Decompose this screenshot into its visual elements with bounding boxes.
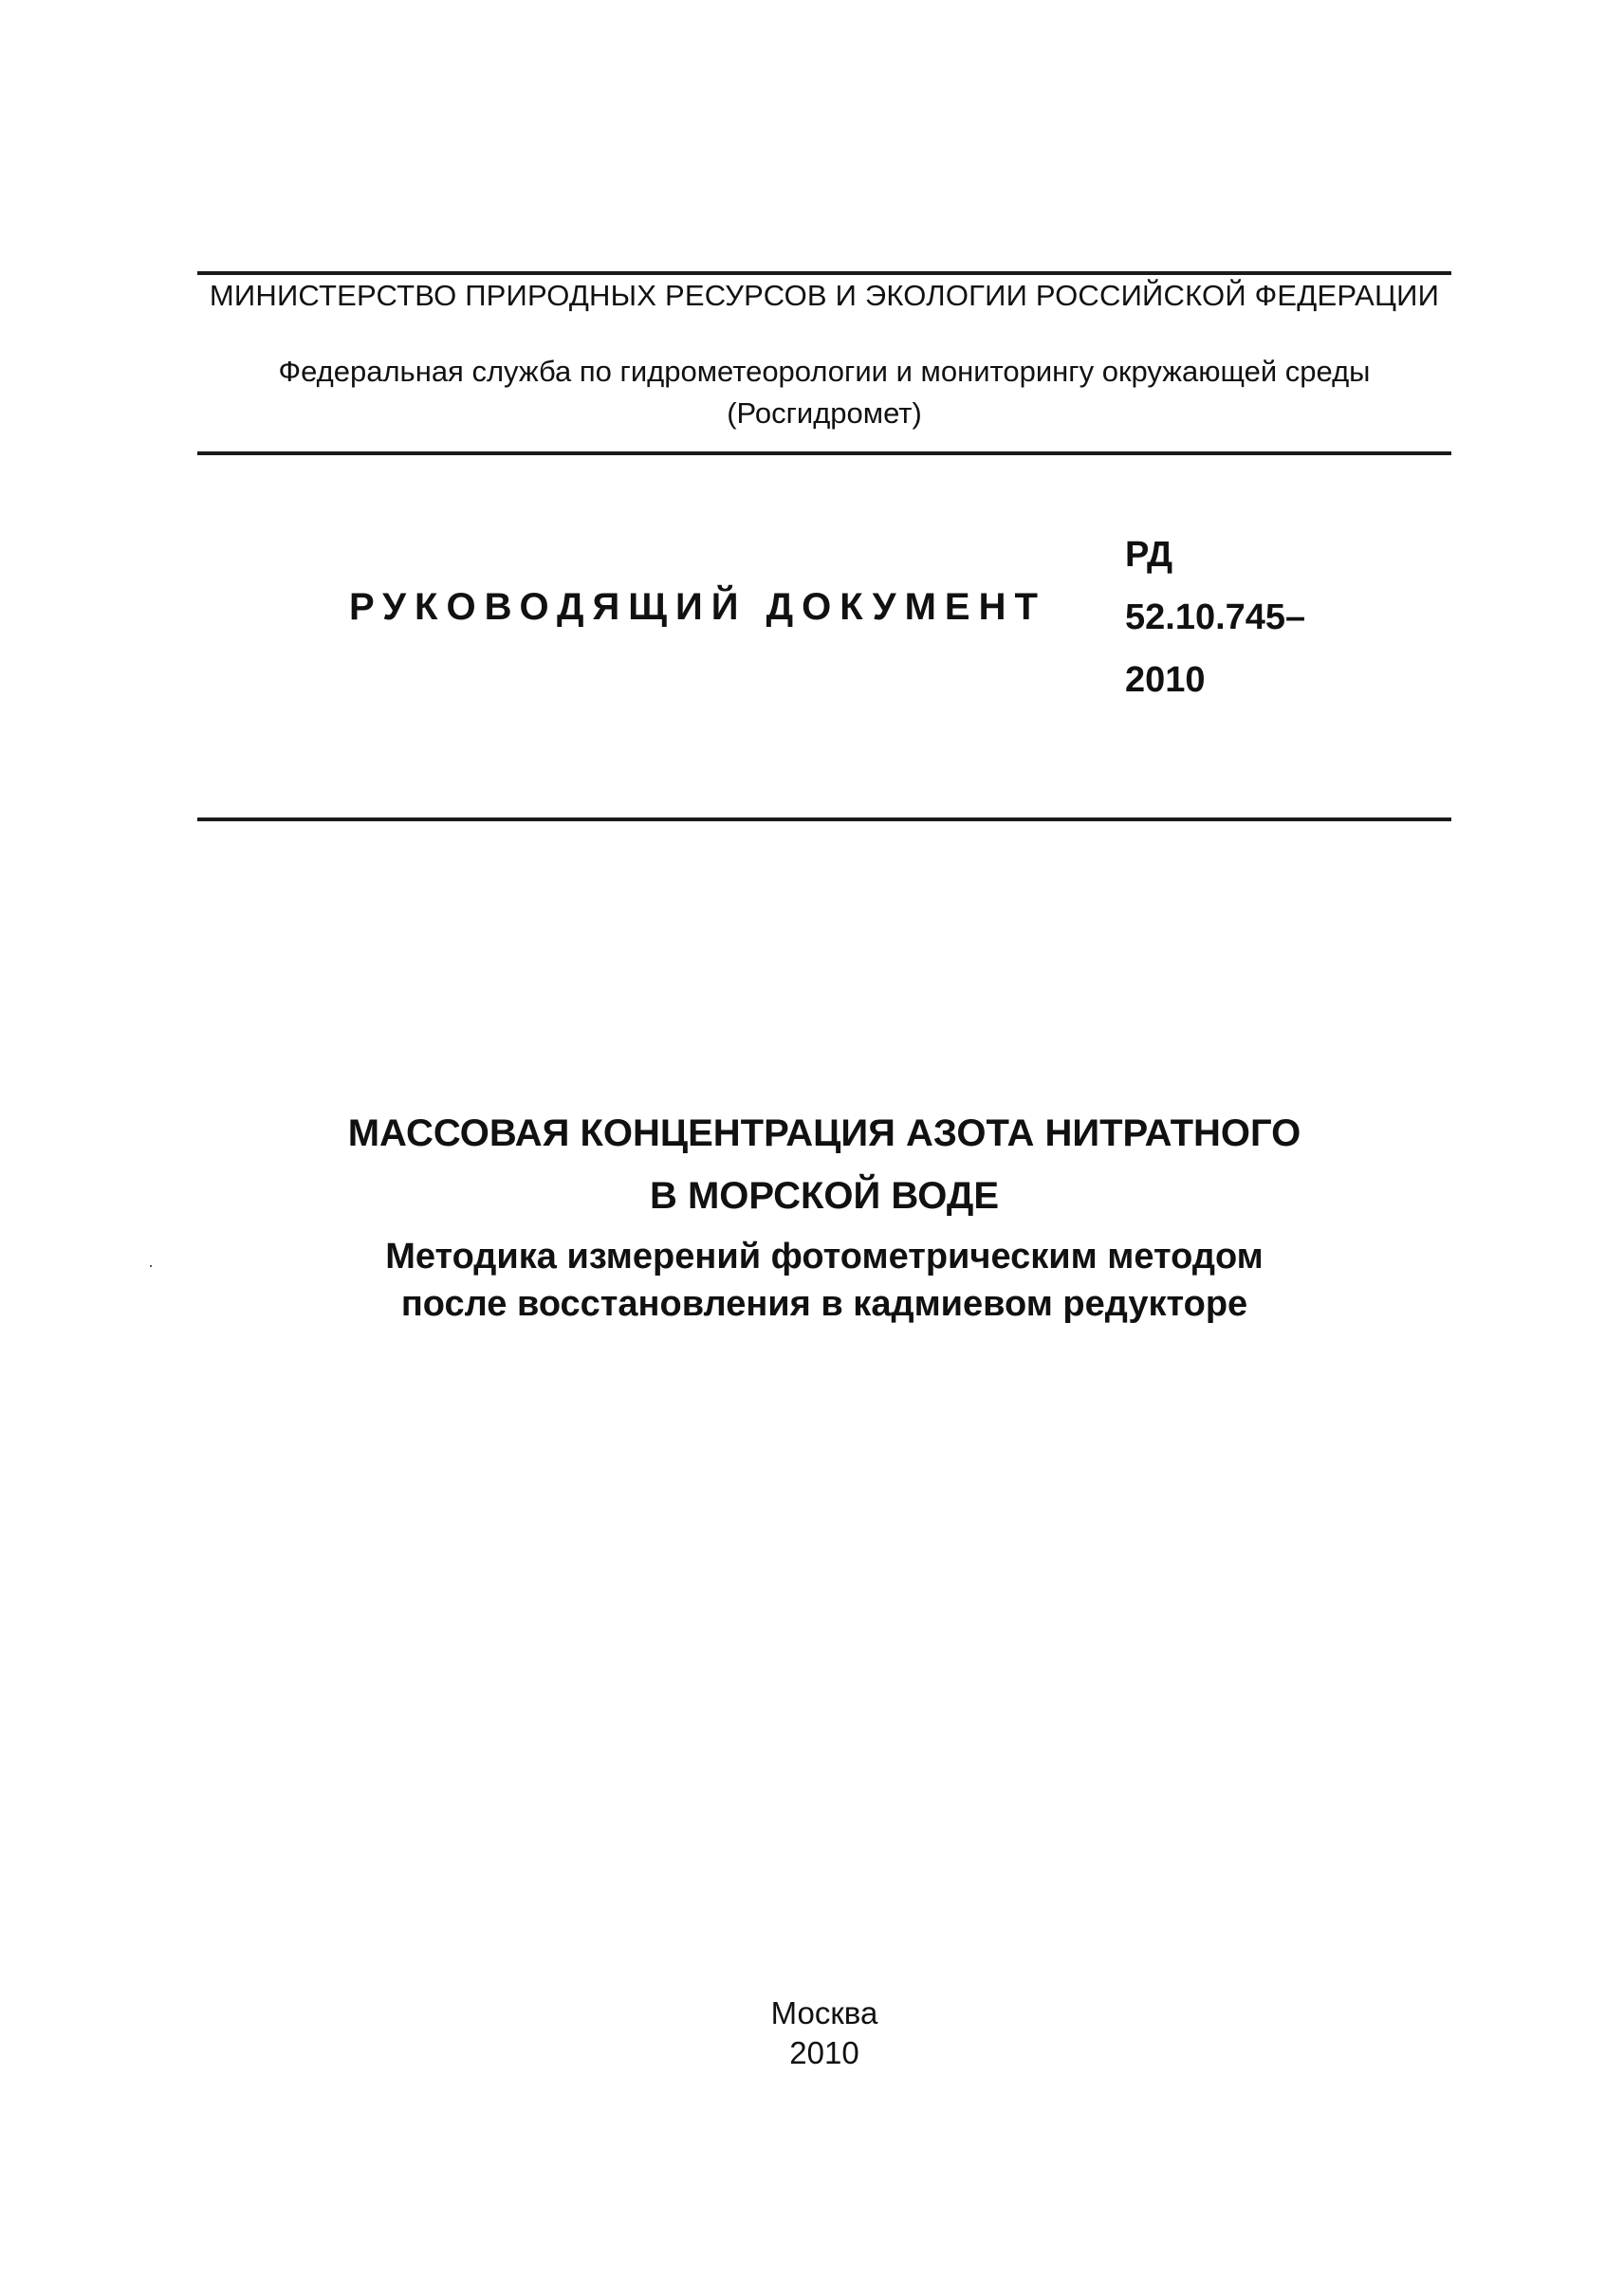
document-number — [1125, 523, 1305, 711]
title-line1: МАССОВАЯ КОНЦЕНТРАЦИЯ АЗОТА НИТРАТНОГО — [347, 1112, 1301, 1154]
ministry-name: МИНИСТЕРСТВО ПРИРОДНЫХ РЕСУРСОВ И ЭКОЛОГИИ РОССИЙСКОЙ ФЕДЕРАЦИИ — [209, 279, 1440, 312]
document-number-year: 2010 — [1125, 660, 1206, 700]
document-type: РУКОВОДЯЩИЙ ДОКУМЕНТ — [349, 586, 1046, 628]
imprint-year: 2010 — [789, 2035, 859, 2070]
service-name-line2: (Росгидромет) — [727, 396, 922, 430]
document-number-prefix: РД — [1125, 535, 1173, 575]
document-title — [197, 1102, 1451, 1227]
service-name — [197, 351, 1451, 434]
top-rule — [197, 271, 1451, 275]
middle-rule — [197, 451, 1451, 455]
document-subtitle — [197, 1233, 1451, 1328]
subtitle-line2: после восстановления в кадмиевом редукторе — [400, 1284, 1248, 1324]
scan-speck — [150, 1265, 152, 1267]
title-line2: В МОРСКОЙ ВОДЕ — [649, 1175, 1000, 1217]
bottom-rule — [197, 817, 1451, 821]
document-number-code: 52.10.745– — [1125, 597, 1306, 637]
imprint — [197, 1993, 1451, 2073]
service-name-line1: Федеральная служба по гидрометеорологии и мониторингу окружающей среды — [278, 355, 1371, 388]
subtitle-line1: Методика измерений фотометрическим методом — [385, 1237, 1264, 1277]
imprint-city: Москва — [770, 1995, 878, 2030]
